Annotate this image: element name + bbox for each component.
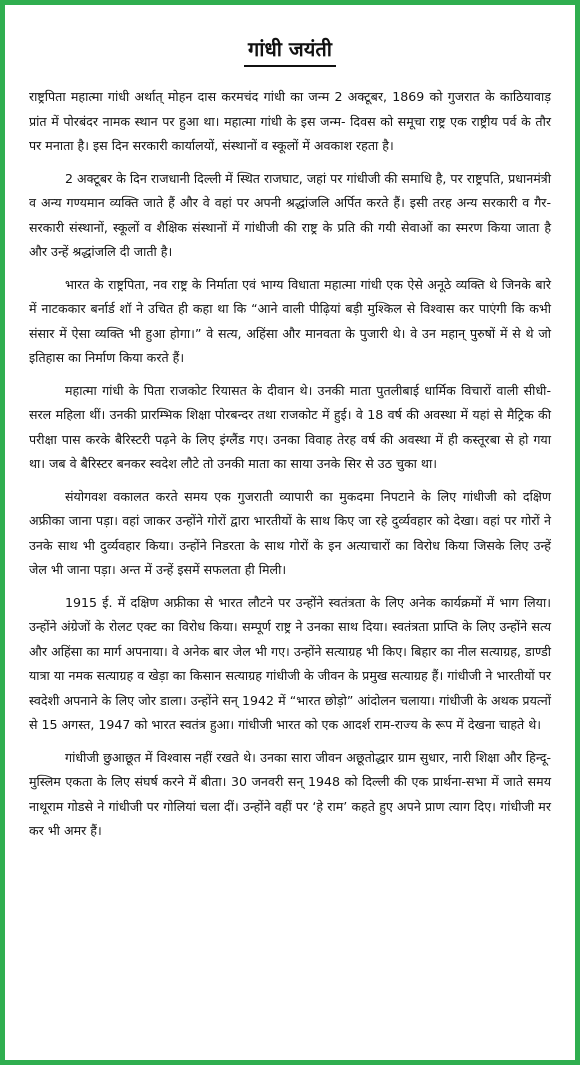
essay-page <box>5 5 575 1060</box>
paragraph-early-life: महात्मा गांधी के पिता राजकोट रियासत के दीवान थे। उनकी माता पुतलीबाई धार्मिक विचारों वाली सीधी-सरल महिला थीं। उनकी प्रारम्भिक शिक्षा पोरबन्दर तथा राजकोट में हुई। वे 18 वर्ष की अवस्था में यहां से मैट्रिक की परीक्षा पास करके बैरिस्टरी पढ़ने के लिए इंग्लैंड गए। उनका विवाह तेरह वर्ष की अवस्था में ही कस्तूरबा से हो गया था। जब वे बैरिस्टर बनकर स्वदेश लौटे तो उनकी माता का साया उनके सिर से उठ चुका था। <box>29 382 551 471</box>
paragraph-father-of-nation: भारत के राष्ट्रपिता, नव राष्ट्र के निर्माता एवं भाग्य विधाता महात्मा गांधी एक ऐसे अनूठे व्यक्ति थे जिनके बारे में नाटककार बर्नार्ड शॉ ने उचित ही कहा था कि “आने वाली पीढ़ियां बड़ी मुश्किल से विश्वास कर पाएंगी कि कभी संसार में ऐसा व्यक्ति भी हुआ होगा।” वे सत्य, अहिंसा और मानवता के पुजारी थे। वे उन महान् पुरुषों में से थे जो इतिहास का निर्माण किया करते हैं। <box>29 276 551 365</box>
title-wrap <box>29 35 551 67</box>
paragraph-south-africa: संयोगवश वकालत करते समय एक गुजराती व्यापारी का मुकदमा निपटाने के लिए गांधीजी को दक्षिण अफ्रीका जाना पड़ा। वहां जाकर उन्होंने गोरों द्वारा भारतीयों के साथ किए जा रहे दुर्व्यवहार को देखा। वहां पर गोरों ने उनके साथ भी दुर्व्यवहार किया। उन्होंने निडरता के साथ गोरों के इन अत्याचारों का विरोध किया जिसके लिए उन्हें जेल भी जाना पड़ा। अन्त में उन्हें इसमें सफलता ही मिली। <box>29 488 551 577</box>
paragraph-freedom-struggle: 1915 ई. में दक्षिण अफ्रीका से भारत लौटने पर उन्होंने स्वतंत्रता के लिए अनेक कार्यक्रमों में भाग लिया। उन्होंने अंग्रेजों के रोलट एक्ट का विरोध किया। सम्पूर्ण राष्ट्र ने उनका साथ दिया। स्वतंत्रता प्राप्ति के लिए उन्होंने सत्य और अहिंसा का मार्ग अपनाया। वे अनेक बार जेल भी गए। उन्होंने सत्याग्रह भी किए। बिहार का नील सत्याग्रह, डाण्डी यात्रा या नमक सत्याग्रह व खेड़ा का किसान सत्याग्रह गांधीजी के जीवन के प्रमुख सत्याग्रह हैं। गांधीजी ने भारतीयों पर स्वदेशी अपनाने के लिए जोर डाला। उन्होंने सन् 1942 में “भारत छोड़ो” आंदोलन चलाया। गांधीजी के अथक प्रयत्नों से 15 अगस्त, 1947 को भारत स्वतंत्र हुआ। गांधीजी भारत को एक आदर्श राम-राज्य के रूप में देखना चाहते थे। <box>29 594 551 732</box>
paragraph-death: गांधीजी छुआछूत में विश्वास नहीं रखते थे। उनका सारा जीवन अछूतोद्धार ग्राम सुधार, नारी शिक्षा और हिन्दू-मुस्लिम एकता के लिए संघर्ष करने में बीता। 30 जनवरी सन् 1948 को दिल्ली की एक प्रार्थना-सभा में जाते समय नाथूराम गोडसे ने गांधीजी पर गोलियां चला दीं। उन्होंने वहीं पर ‘हे राम’ कहते हुए अपने प्राण त्याग दिए। गांधीजी मर कर भी अमर हैं। <box>29 749 551 838</box>
paragraph-rajghat: 2 अक्टूबर के दिन राजधानी दिल्ली में स्थित राजघाट, जहां पर गांधीजी की समाधि है, पर राष्ट्रपति, प्रधानमंत्री व अन्य गण्यमान व्यक्ति जाते हैं और वे वहां पर अपनी श्रद्धांजलि अर्पित करते हैं। इसी तरह अन्य सरकारी व गैर-सरकारी संस्थानों, स्कूलों व शैक्षिक संस्थानों में गांधीजी की राष्ट्र के प्रति की गयी सेवाओं का स्मरण किया जाता है और उन्हें श्रद्धांजलि दी जाती है। <box>29 170 551 259</box>
essay-title: गांधी जयंती <box>244 35 336 67</box>
paragraph-birth: राष्ट्रपिता महात्मा गांधी अर्थात् मोहन दास करमचंद गांधी का जन्म 2 अक्टूबर, 1869 को गुजरात के काठियावाड़ प्रांत में पोरबंदर नामक स्थान पर हुआ था। महात्मा गांधी के इस जन्म- दिवस को समूचा राष्ट्र एक राष्ट्रीय पर्व के तौर पर मनाता है। इस दिन सरकारी कार्यालयों, संस्थानों व स्कूलों में अवकाश रहता है। <box>29 89 551 153</box>
